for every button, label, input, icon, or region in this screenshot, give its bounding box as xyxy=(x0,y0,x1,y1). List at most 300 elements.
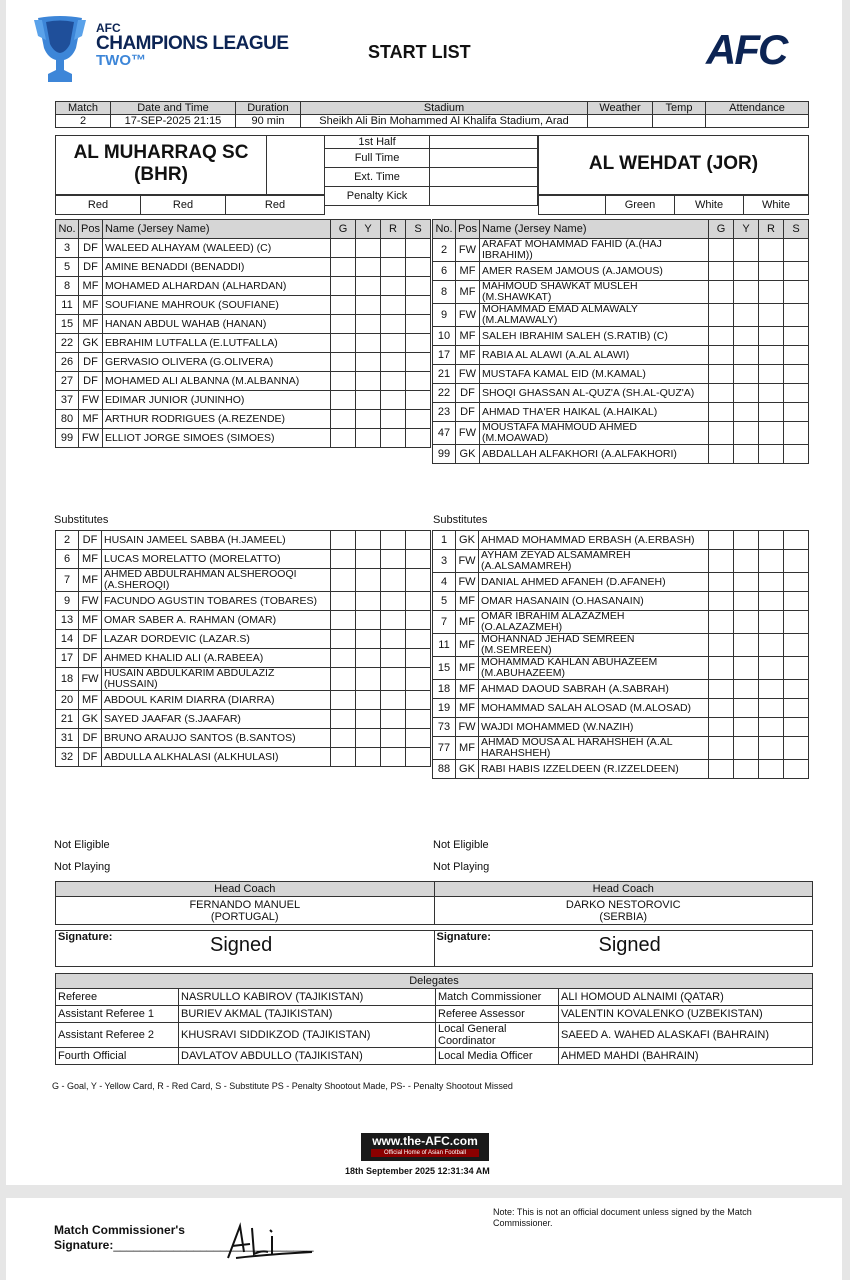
player-position: FW xyxy=(79,429,103,448)
player-row xyxy=(56,239,431,258)
delegate-name: BURIEV AKMAL (TAJIKISTAN) xyxy=(179,1006,436,1023)
stat-cell-g xyxy=(331,353,356,372)
page-title: START LIST xyxy=(368,42,471,62)
stat-cell-y xyxy=(734,737,759,760)
afc-logo: AFC xyxy=(706,26,787,73)
legend-text: G - Goal, Y - Yellow Card, R - Red Card, S - Substitute PS - Penalty Shootout Made, PS- - Penalty Shootout Missed xyxy=(52,1081,513,1091)
player-position: DF xyxy=(79,372,103,391)
delegate-row xyxy=(56,989,813,1006)
stat-cell-r xyxy=(381,550,406,569)
player-number: 7 xyxy=(56,569,79,592)
player-position: MF xyxy=(456,611,479,634)
stat-cell-g xyxy=(709,445,734,464)
stat-cell-s xyxy=(784,327,809,346)
stat-cell-y xyxy=(356,729,381,748)
player-row xyxy=(56,391,431,410)
stat-cell-g xyxy=(331,748,356,767)
stat-cell-s xyxy=(406,410,431,429)
delegate-row xyxy=(56,1048,813,1065)
away-subs-label: Substitutes xyxy=(433,514,488,526)
stat-cell-g xyxy=(331,649,356,668)
player-name: LAZAR DORDEVIC (LAZAR.S) xyxy=(102,630,331,649)
player-name: FACUNDO AGUSTIN TOBARES (TOBARES) xyxy=(102,592,331,611)
stat-cell-g xyxy=(709,657,734,680)
stat-cell-y xyxy=(734,760,759,779)
home-subs-table xyxy=(55,530,431,767)
col-pos: Pos xyxy=(456,220,480,239)
player-name: SALEH IBRAHIM SALEH (S.RATIB) (C) xyxy=(479,327,708,346)
away-not-eligible: Not Eligible xyxy=(433,839,489,851)
col-s: S xyxy=(784,220,809,239)
stat-cell-s xyxy=(784,737,809,760)
stat-cell-g xyxy=(331,569,356,592)
stat-cell-g xyxy=(709,327,734,346)
home-subs-label: Substitutes xyxy=(54,514,109,526)
match-weather xyxy=(588,115,653,128)
player-number: 6 xyxy=(433,262,456,281)
stat-cell-s xyxy=(784,346,809,365)
delegate-name: NASRULLO KABIROV (TAJIKISTAN) xyxy=(179,989,436,1006)
player-name: RABIA AL ALAWI (A.AL ALAWI) xyxy=(479,346,708,365)
stat-cell-r xyxy=(759,531,784,550)
player-row xyxy=(56,550,431,569)
stat-cell-r xyxy=(381,592,406,611)
away-subs-body xyxy=(433,531,809,779)
player-row xyxy=(433,262,809,281)
away-team-name: AL WEHDAT (JOR) xyxy=(588,153,759,174)
stat-cell-y xyxy=(356,429,381,448)
player-number: 5 xyxy=(433,592,456,611)
home-coach-name: FERNANDO MANUEL xyxy=(189,898,301,911)
stat-cell-r xyxy=(381,630,406,649)
player-name: ABDALLAH ALFAKHORI (A.ALFAKHORI) xyxy=(479,445,708,464)
stat-cell-y xyxy=(356,691,381,710)
stat-cell-s xyxy=(784,573,809,592)
stat-cell-s xyxy=(784,611,809,634)
player-position: FW xyxy=(456,422,480,445)
player-row xyxy=(433,365,809,384)
player-row xyxy=(56,710,431,729)
home-team-country: (BHR) xyxy=(134,164,188,185)
stat-cell-g xyxy=(331,630,356,649)
player-number: 47 xyxy=(433,422,456,445)
stat-cell-s xyxy=(784,699,809,718)
label-temp: Temp xyxy=(653,102,706,115)
period-penalty: Penalty Kick xyxy=(325,187,430,206)
stat-cell-y xyxy=(734,573,759,592)
home-coach-country: (PORTUGAL) xyxy=(210,910,279,923)
player-row xyxy=(56,569,431,592)
home-kit-table xyxy=(55,195,325,215)
match-date: 17-SEP-2025 21:15 xyxy=(111,115,236,128)
player-number: 4 xyxy=(433,573,456,592)
player-name: MOUSTAFA MAHMOUD AHMED (M.MOAWAD) xyxy=(479,422,708,445)
stat-cell-y xyxy=(734,657,759,680)
stat-cell-r xyxy=(381,691,406,710)
stat-cell-s xyxy=(406,592,431,611)
stat-cell-r xyxy=(759,550,784,573)
stat-cell-g xyxy=(709,699,734,718)
player-position: DF xyxy=(456,384,480,403)
stat-cell-g xyxy=(331,372,356,391)
stat-cell-y xyxy=(734,346,759,365)
stat-cell-r xyxy=(759,422,784,445)
stat-cell-g xyxy=(709,403,734,422)
player-number: 2 xyxy=(433,239,456,262)
stat-cell-s xyxy=(406,258,431,277)
player-number: 27 xyxy=(56,372,79,391)
player-name: WALEED ALHAYAM (WALEED) (C) xyxy=(102,239,330,258)
player-position: GK xyxy=(79,334,103,353)
stat-cell-s xyxy=(406,372,431,391)
player-row xyxy=(56,729,431,748)
col-pos: Pos xyxy=(79,220,103,239)
player-position: FW xyxy=(456,304,480,327)
col-s: S xyxy=(406,220,431,239)
stat-cell-r xyxy=(381,315,406,334)
stat-cell-r xyxy=(381,239,406,258)
player-number: 9 xyxy=(56,592,79,611)
stat-cell-s xyxy=(784,281,809,304)
match-stadium: Sheikh Ali Bin Mohammed Al Khalifa Stadium, Arad xyxy=(301,115,588,128)
player-name: ARTHUR RODRIGUES (A.REZENDE) xyxy=(102,410,330,429)
match-temp xyxy=(653,115,706,128)
player-position: MF xyxy=(456,699,479,718)
player-row xyxy=(433,718,809,737)
stat-cell-r xyxy=(759,365,784,384)
player-name: HUSAIN ABDULKARIM ABDULAZIZ (HUSSAIN) xyxy=(102,668,331,691)
match-duration: 90 min xyxy=(236,115,301,128)
period-full-time: Full Time xyxy=(325,149,430,168)
player-number: 99 xyxy=(56,429,79,448)
player-number: 18 xyxy=(433,680,456,699)
footer-tagline: Official Home of Asian Football xyxy=(371,1149,479,1157)
stat-cell-s xyxy=(784,445,809,464)
stat-cell-g xyxy=(709,737,734,760)
player-row xyxy=(56,353,431,372)
stat-cell-y xyxy=(734,365,759,384)
player-row xyxy=(56,372,431,391)
stat-cell-r xyxy=(381,258,406,277)
player-position: MF xyxy=(79,410,103,429)
player-row xyxy=(433,281,809,304)
stat-cell-s xyxy=(406,691,431,710)
player-number: 31 xyxy=(56,729,79,748)
player-row xyxy=(433,422,809,445)
player-name: SOUFIANE MAHROUK (SOUFIANE) xyxy=(102,296,330,315)
home-not-eligible: Not Eligible xyxy=(54,839,110,851)
delegate-name: KHUSRAVI SIDDIKZOD (TAJIKISTAN) xyxy=(179,1023,436,1048)
stat-cell-s xyxy=(784,262,809,281)
col-g: G xyxy=(331,220,356,239)
player-row xyxy=(433,760,809,779)
player-position: MF xyxy=(79,277,103,296)
home-lineup-table xyxy=(55,219,431,448)
player-position: FW xyxy=(456,239,480,262)
player-number: 21 xyxy=(433,365,456,384)
home-not-playing: Not Playing xyxy=(54,861,111,873)
stat-cell-g xyxy=(331,315,356,334)
stat-cell-s xyxy=(406,630,431,649)
away-signature-label: Signature: xyxy=(436,931,491,943)
stat-cell-g xyxy=(709,531,734,550)
player-row xyxy=(56,258,431,277)
player-name: OMAR HASANAIN (O.HASANAIN) xyxy=(479,592,709,611)
player-name: AYHAM ZEYAD ALSAMAMREH (A.ALSAMAMREH) xyxy=(479,550,709,573)
stat-cell-g xyxy=(709,262,734,281)
stat-cell-g xyxy=(709,718,734,737)
delegate-row xyxy=(56,1023,813,1048)
col-no: No. xyxy=(56,220,79,239)
away-coach-label: Head Coach xyxy=(434,882,813,897)
home-kit-shirt: Red xyxy=(56,196,141,215)
player-name: MUSTAFA KAMAL EID (M.KAMAL) xyxy=(479,365,708,384)
delegate-name: ALI HOMOUD ALNAIMI (QATAR) xyxy=(559,989,813,1006)
away-kit-shorts: White xyxy=(675,196,744,215)
player-number: 99 xyxy=(433,445,456,464)
player-row xyxy=(433,680,809,699)
col-y: Y xyxy=(734,220,759,239)
stat-cell-y xyxy=(734,239,759,262)
away-kit-table xyxy=(538,195,809,215)
player-position: MF xyxy=(456,737,479,760)
stat-cell-g xyxy=(709,634,734,657)
stat-cell-g xyxy=(709,304,734,327)
col-g: G xyxy=(709,220,734,239)
player-position: DF xyxy=(79,630,102,649)
stat-cell-s xyxy=(406,729,431,748)
player-position: FW xyxy=(79,391,103,410)
label-weather: Weather xyxy=(588,102,653,115)
player-position: MF xyxy=(456,680,479,699)
player-position: FW xyxy=(79,592,102,611)
stat-cell-r xyxy=(759,718,784,737)
player-row xyxy=(56,429,431,448)
period-ext-time: Ext. Time xyxy=(325,168,430,187)
delegates-label: Delegates xyxy=(56,974,813,989)
player-row xyxy=(433,573,809,592)
label-attendance: Attendance xyxy=(706,102,809,115)
stat-cell-g xyxy=(709,760,734,779)
stat-cell-g xyxy=(709,422,734,445)
stat-cell-r xyxy=(759,657,784,680)
stat-cell-r xyxy=(759,699,784,718)
stat-cell-g xyxy=(709,680,734,699)
player-name: OMAR IBRAHIM ALAZAZMEH (O.ALAZAZMEH) xyxy=(479,611,709,634)
delegate-role: Fourth Official xyxy=(56,1048,179,1065)
player-position: FW xyxy=(456,365,480,384)
stat-cell-r xyxy=(381,334,406,353)
logo-line2: CHAMPIONS LEAGUE xyxy=(96,33,289,54)
player-name: AHMAD MOHAMMAD ERBASH (A.ERBASH) xyxy=(479,531,709,550)
player-number: 26 xyxy=(56,353,79,372)
player-row xyxy=(56,592,431,611)
commissioner-label-line1: Match Commissioner's xyxy=(54,1223,185,1237)
player-name: MOHANNAD JEHAD SEMREEN (M.SEMREEN) xyxy=(479,634,709,657)
stat-cell-y xyxy=(734,384,759,403)
col-name: Name (Jersey Name) xyxy=(479,220,708,239)
stat-cell-g xyxy=(709,384,734,403)
stat-cell-y xyxy=(734,550,759,573)
stat-cell-r xyxy=(381,748,406,767)
stat-cell-s xyxy=(406,391,431,410)
stat-cell-g xyxy=(331,550,356,569)
player-name: ARAFAT MOHAMMAD FAHID (A.(HAJ IBRAHIM)) xyxy=(479,239,708,262)
stat-cell-r xyxy=(381,296,406,315)
stat-cell-s xyxy=(406,649,431,668)
stat-cell-s xyxy=(406,315,431,334)
label-date: Date and Time xyxy=(111,102,236,115)
player-position: MF xyxy=(79,691,102,710)
delegate-role: Referee Assessor xyxy=(436,1006,559,1023)
player-number: 19 xyxy=(433,699,456,718)
stat-cell-g xyxy=(331,429,356,448)
player-position: MF xyxy=(79,569,102,592)
stat-cell-y xyxy=(734,262,759,281)
player-name: RABI HABIS IZZELDEEN (R.IZZELDEEN) xyxy=(479,760,709,779)
player-name: ABDULLA ALKHALASI (ALKHULASI) xyxy=(102,748,331,767)
player-name: AHMAD THA'ER HAIKAL (A.HAIKAL) xyxy=(479,403,708,422)
player-row xyxy=(433,611,809,634)
stat-cell-y xyxy=(356,391,381,410)
stat-cell-r xyxy=(381,372,406,391)
player-number: 11 xyxy=(56,296,79,315)
player-number: 88 xyxy=(433,760,456,779)
player-number: 8 xyxy=(56,277,79,296)
player-position: DF xyxy=(79,649,102,668)
player-number: 5 xyxy=(56,258,79,277)
stat-cell-s xyxy=(784,634,809,657)
printed-timestamp: 18th September 2025 12:31:34 AM xyxy=(345,1166,490,1176)
stat-cell-s xyxy=(784,680,809,699)
col-r: R xyxy=(759,220,784,239)
stat-cell-y xyxy=(356,353,381,372)
stat-cell-g xyxy=(331,592,356,611)
player-row xyxy=(433,699,809,718)
player-number: 11 xyxy=(433,634,456,657)
player-position: MF xyxy=(456,327,480,346)
stat-cell-y xyxy=(356,550,381,569)
stat-cell-s xyxy=(784,657,809,680)
handwritten-signature-icon xyxy=(222,1222,322,1271)
player-position: DF xyxy=(79,258,103,277)
stat-cell-g xyxy=(331,239,356,258)
stat-cell-y xyxy=(356,277,381,296)
player-position: DF xyxy=(79,748,102,767)
player-number: 18 xyxy=(56,668,79,691)
player-row xyxy=(433,304,809,327)
stat-cell-r xyxy=(381,353,406,372)
commissioner-signature-line: ______________________________ xyxy=(113,1238,314,1252)
delegate-name: SAEED A. WAHED ALASKAFI (BAHRAIN) xyxy=(559,1023,813,1048)
player-position: DF xyxy=(456,403,480,422)
delegate-role: Referee xyxy=(56,989,179,1006)
stat-cell-r xyxy=(759,384,784,403)
player-number: 3 xyxy=(433,550,456,573)
stat-cell-y xyxy=(734,592,759,611)
player-position: FW xyxy=(456,550,479,573)
periods-table xyxy=(324,135,538,206)
stat-cell-s xyxy=(784,384,809,403)
player-name: AHMED ABDULRAHMAN ALSHEROOQI (A.SHEROQI) xyxy=(102,569,331,592)
player-number: 73 xyxy=(433,718,456,737)
delegate-role: Local Media Officer xyxy=(436,1048,559,1065)
player-row xyxy=(433,592,809,611)
stat-cell-g xyxy=(709,573,734,592)
stat-cell-r xyxy=(381,649,406,668)
stat-cell-r xyxy=(759,262,784,281)
player-row xyxy=(56,691,431,710)
stat-cell-g xyxy=(331,277,356,296)
player-name: AHMAD DAOUD SABRAH (A.SABRAH) xyxy=(479,680,709,699)
stat-cell-g xyxy=(331,729,356,748)
stat-cell-r xyxy=(381,729,406,748)
home-kit-socks: Red xyxy=(226,196,325,215)
player-number: 10 xyxy=(433,327,456,346)
player-name: ELLIOT JORGE SIMOES (SIMOES) xyxy=(102,429,330,448)
stat-cell-r xyxy=(381,569,406,592)
player-name: EBRAHIM LUTFALLA (E.LUTFALLA) xyxy=(102,334,330,353)
logo-line1: AFC xyxy=(96,21,121,35)
player-number: 6 xyxy=(56,550,79,569)
player-position: MF xyxy=(79,296,103,315)
stat-cell-g xyxy=(331,691,356,710)
player-row xyxy=(56,748,431,767)
player-number: 32 xyxy=(56,748,79,767)
player-row xyxy=(433,346,809,365)
trophy-logo-icon xyxy=(32,14,88,86)
match-info-table xyxy=(55,101,809,128)
player-row xyxy=(56,334,431,353)
player-row xyxy=(56,630,431,649)
player-name: MOHAMED ALHARDAN (ALHARDAN) xyxy=(102,277,330,296)
stat-cell-r xyxy=(381,710,406,729)
delegate-name: AHMED MAHDI (BAHRAIN) xyxy=(559,1048,813,1065)
stat-cell-y xyxy=(356,611,381,630)
stat-cell-y xyxy=(356,569,381,592)
player-row xyxy=(433,634,809,657)
stat-cell-y xyxy=(734,422,759,445)
player-number: 13 xyxy=(56,611,79,630)
delegates-table xyxy=(55,973,813,1065)
stat-cell-r xyxy=(759,445,784,464)
competition-logo-text xyxy=(96,22,289,68)
period-1st-half: 1st Half xyxy=(325,136,430,149)
away-lineup-body xyxy=(433,239,809,464)
delegate-name: VALENTIN KOVALENKO (UZBEKISTAN) xyxy=(559,1006,813,1023)
stat-cell-y xyxy=(356,410,381,429)
player-name: SAYED JAAFAR (S.JAAFAR) xyxy=(102,710,331,729)
away-signature-value: Signed xyxy=(598,934,661,956)
stat-cell-r xyxy=(759,611,784,634)
stat-cell-y xyxy=(734,680,759,699)
home-subs-body xyxy=(56,531,431,767)
player-row xyxy=(56,611,431,630)
player-number: 77 xyxy=(433,737,456,760)
delegate-name: DAVLATOV ABDULLO (TAJIKISTAN) xyxy=(179,1048,436,1065)
player-name: AHMAD MOUSA AL HARAHSHEH (A.AL HARAHSHEH) xyxy=(479,737,709,760)
player-position: DF xyxy=(79,729,102,748)
player-row xyxy=(433,403,809,422)
stat-cell-r xyxy=(759,737,784,760)
player-row xyxy=(433,550,809,573)
footer-url: www.the-AFC.com xyxy=(372,1134,478,1148)
stat-cell-s xyxy=(784,718,809,737)
player-row xyxy=(56,668,431,691)
player-name: MAHMOUD SHAWKAT MUSLEH (M.SHAWKAT) xyxy=(479,281,708,304)
home-team-name: AL MUHARRAQ SC xyxy=(73,142,249,163)
stat-cell-y xyxy=(734,611,759,634)
